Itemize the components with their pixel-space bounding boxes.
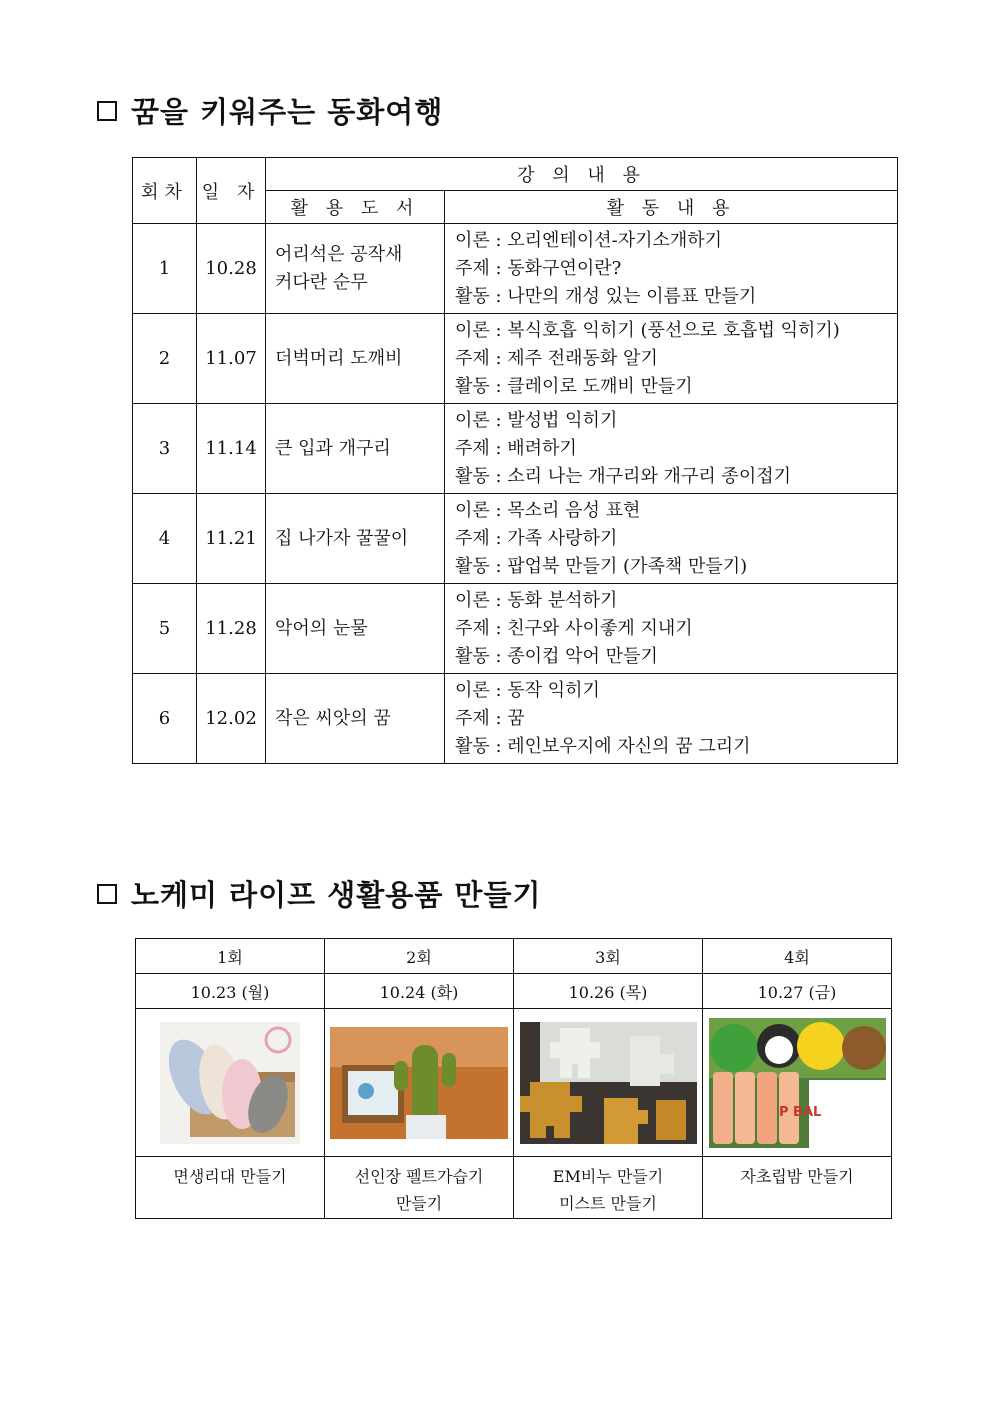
book-line: 어리석은 공작새 [275,243,403,265]
caption-cell [514,1157,703,1219]
session-date: 11.14 [197,404,266,494]
content-line: 활동 : 클레이로 도깨비 만들기 [455,375,693,397]
header-lecture: 강 의 내 용 [266,158,898,191]
session-number: 4 [133,494,197,584]
section2-title [97,873,541,914]
session-number: 5 [133,584,197,674]
header-session: 회차 [133,158,197,224]
activity-content [445,224,898,314]
book-title [266,404,445,494]
content-line: 활동 : 레인보우지에 자신의 꿈 그리기 [455,735,751,757]
content-line: 주제 : 가족 사랑하기 [455,527,618,549]
table-row [133,314,898,404]
table-row [133,494,898,584]
em-soap-photo [520,1022,697,1144]
session-number: 3 [133,404,197,494]
book-title [266,314,445,404]
checkbox-icon [97,101,117,121]
content-line: 이론 : 발성법 익히기 [455,409,618,431]
session-label: 2회 [325,939,514,974]
section1-title-text: 꿈을 키워주는 동화여행 [131,95,444,129]
content-line: 활동 : 팝업북 만들기 (가족책 만들기) [455,555,748,577]
content-line: 활동 : 종이컵 악어 만들기 [455,645,658,667]
activity-content [445,314,898,404]
session-label: 3회 [514,939,703,974]
content-line: 주제 : 친구와 사이좋게 지내기 [455,617,693,639]
session-date: 10.28 [197,224,266,314]
session-number: 6 [133,674,197,764]
cloth-pad-photo [160,1022,300,1144]
caption-line: 만들기 [395,1194,443,1213]
photo-cell [136,1009,325,1157]
caption-line: 자초립밤 만들기 [740,1167,854,1186]
book-line: 작은 씨앗의 꿈 [275,707,391,729]
activity-content [445,674,898,764]
table-row [133,404,898,494]
photo-cell [325,1009,514,1157]
table-row [136,974,892,1009]
content-line: 활동 : 소리 나는 개구리와 개구리 종이접기 [455,465,791,487]
section2-title-text: 노케미 라이프 생활용품 만들기 [131,878,542,912]
book-title [266,584,445,674]
table-row [136,1009,892,1157]
table-row [136,1157,892,1219]
activity-content [445,404,898,494]
session-date: 10.27 (금) [703,974,892,1009]
caption-line: 선인장 펠트가습기 [354,1167,484,1186]
lip-balm-photo [709,1018,886,1148]
session-number: 2 [133,314,197,404]
session-date: 12.02 [197,674,266,764]
lip-balm-label: P BAL [778,1104,821,1120]
session-date: 10.26 (목) [514,974,703,1009]
session-date: 11.07 [197,314,266,404]
craft-schedule-table [135,938,892,1219]
table-row [133,224,898,314]
content-line: 이론 : 복식호흡 익히기 (풍선으로 호흡법 익히기) [455,319,840,341]
header-book: 활 용 도 서 [266,191,445,224]
content-line: 이론 : 목소리 음성 표현 [455,499,641,521]
caption-line: EM비누 만들기 [552,1167,664,1186]
caption-cell [136,1157,325,1219]
table-row [136,939,892,974]
session-label: 1회 [136,939,325,974]
content-line: 주제 : 배려하기 [455,437,577,459]
book-title [266,494,445,584]
content-line: 주제 : 꿈 [455,707,525,729]
activity-content [445,584,898,674]
content-line: 주제 : 제주 전래동화 알기 [455,347,658,369]
header-date: 일 자 [197,158,266,224]
book-line: 큰 입과 개구리 [275,437,391,459]
session-number: 1 [133,224,197,314]
book-title [266,674,445,764]
book-line: 집 나가자 꿀꿀이 [275,527,409,549]
session-label: 4회 [703,939,892,974]
book-line: 더벅머리 도깨비 [275,347,403,369]
activity-content [445,494,898,584]
session-date: 10.24 (화) [325,974,514,1009]
caption-line: 미스트 만들기 [559,1194,657,1213]
table-row [133,584,898,674]
cactus-humidifier-photo [330,1027,508,1139]
session-date: 11.21 [197,494,266,584]
content-line: 활동 : 나만의 개성 있는 이름표 만들기 [455,285,757,307]
content-line: 이론 : 동화 분석하기 [455,589,618,611]
content-line: 이론 : 오리엔테이션-자기소개하기 [455,229,723,251]
content-line: 주제 : 동화구연이란? [455,257,622,279]
content-line: 이론 : 동작 익히기 [455,679,600,701]
caption-line: 면생리대 만들기 [173,1167,287,1186]
photo-cell [514,1009,703,1157]
session-date: 10.23 (월) [136,974,325,1009]
program-schedule-table [132,157,898,764]
book-line: 커다란 순무 [275,271,368,293]
session-date: 11.28 [197,584,266,674]
book-title [266,224,445,314]
book-line: 악어의 눈물 [275,617,368,639]
checkbox-icon [97,884,117,904]
section1-title [97,90,443,131]
header-activity: 활 동 내 용 [445,191,898,224]
table-row [133,674,898,764]
caption-cell [703,1157,892,1219]
caption-cell [325,1157,514,1219]
photo-cell [703,1009,892,1157]
